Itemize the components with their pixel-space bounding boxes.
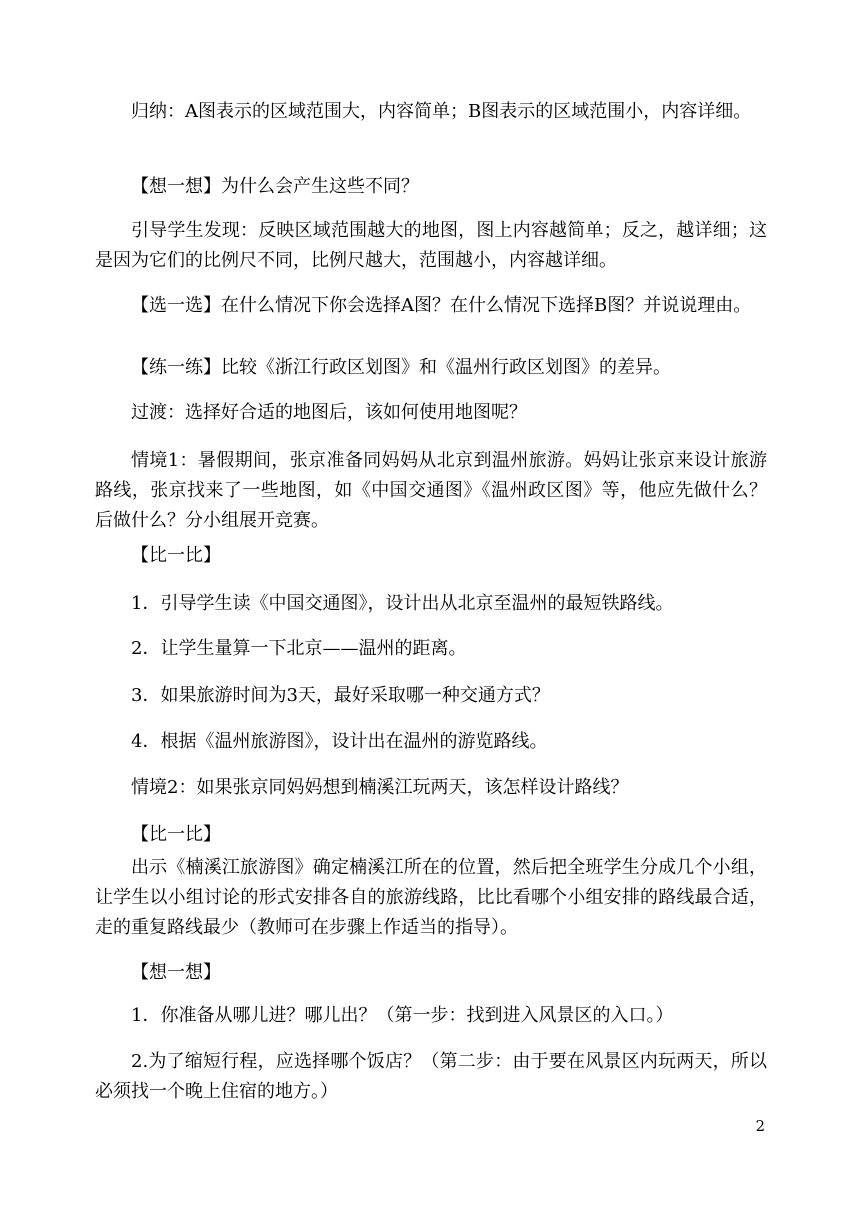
paragraph-transition: 过渡：选择好合适的地图后，该如何使用地图呢？ [131, 402, 527, 423]
paragraph-step-2: 2．让学生量算一下北京——温州的距离。 [131, 638, 467, 659]
paragraph-step-3: 3．如果旅游时间为3天，最好采取哪一种交通方式？ [131, 685, 550, 706]
page-number: 2 [755, 1117, 765, 1135]
paragraph-summary: 归纳：A图表示的区域范围大，内容简单；B图表示的区域范围小，内容详细。 [131, 101, 752, 122]
paragraph-think-1: 【想一想】为什么会产生这些不同？ [131, 176, 419, 197]
paragraph-think-2: 【想一想】 [131, 962, 221, 983]
paragraph-compare-1: 【比一比】 [131, 545, 221, 566]
paragraph-choose: 【选一选】在什么情况下你会选择A图？在什么情况下选择B图？并说说理由。 [131, 295, 752, 316]
paragraph-question-1: 1．你准备从哪儿进？哪儿出？（第一步：找到进入风景区的入口。） [131, 1005, 674, 1026]
paragraph-question-2: 2.为了缩短行程，应选择哪个饭店？（第二步：由于要在风景区内玩两天，所以必须找一个晚上住宿的地方。） [95, 1051, 767, 1102]
paragraph-scenario-2: 情境2：如果张京同妈妈想到楠溪江玩两天，该怎样设计路线？ [131, 777, 629, 798]
paragraph-guide: 引导学生发现：反映区域范围越大的地图，图上内容越简单；反之，越详细；这是因为它们的比例尺不同，比例尺越大，范围越小，内容越详细。 [95, 220, 767, 271]
paragraph-practice: 【练一练】比较《浙江行政区划图》和《温州行政区划图》的差异。 [131, 357, 671, 378]
paragraph-scenario-1: 情境1：暑假期间，张京准备同妈妈从北京到温州旅游。妈妈让张京来设计旅游路线，张京找来了一些地图，如《中国交通图》《温州政区图》等，他应先做什么？后做什么？分小组展开竞赛。 [95, 450, 767, 531]
paragraph-compare-2: 【比一比】 [131, 824, 221, 845]
paragraph-step-1: 1．引导学生读《中国交通图》，设计出从北京至温州的最短铁路线。 [131, 593, 674, 614]
paragraph-step-4: 4．根据《温州旅游图》，设计出在温州的游览路线。 [131, 731, 548, 752]
paragraph-show-map: 出示《楠溪江旅游图》确定楠溪江所在的位置，然后把全班学生分成几个小组，让学生以小组讨论的形式安排各自的旅游线路，比比看哪个小组安排的路线最合适，走的重复路线最少（教师可在步骤上作适当的指导）。 [95, 857, 767, 938]
